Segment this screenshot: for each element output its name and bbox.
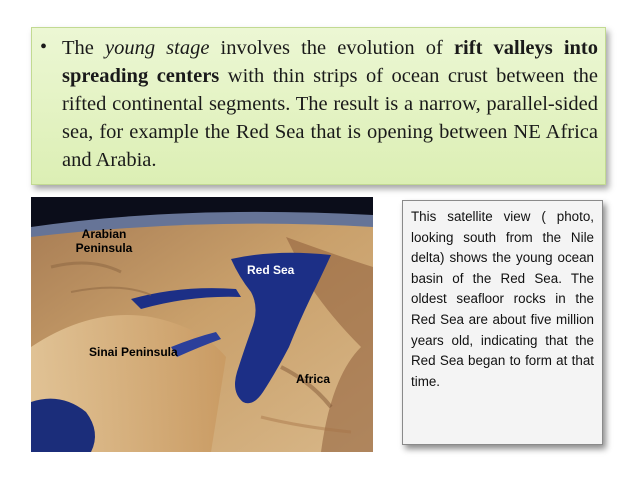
caption-box [402, 200, 603, 445]
label-arabian-peninsula: Arabian Peninsula [75, 227, 133, 255]
bullet-segment-1: The [62, 37, 105, 59]
label-africa: Africa [296, 372, 331, 386]
caption-text: This satellite view ( photo, looking south from the Nile delta) shows the young ocean basin of the Red Sea. The oldest seafloor rocks in the Red Sea are about five million years old, indicating that the Red Sea began to form at that time. [411, 209, 594, 389]
bullet-segment-rift-valleys: rift valleys into spreading centers [62, 37, 598, 87]
label-sinai-peninsula: Sinai Peninsula [89, 345, 178, 359]
bullet-segment-5: with thin strips of ocean crust between the rifted continental segments. The result is a narrow, parallel-sided sea, for example the Red Sea that is opening between NE Africa and Arabia. [62, 65, 598, 171]
bullet-segment-young-stage: young stage [104, 37, 210, 59]
bullet-dot: • [40, 36, 48, 58]
bullet-text [62, 34, 598, 174]
satellite-photo [31, 197, 373, 452]
bullet-segment-3: involves the evolution of [209, 37, 454, 59]
bullet-box [31, 27, 606, 185]
label-red-sea: Red Sea [247, 263, 295, 277]
